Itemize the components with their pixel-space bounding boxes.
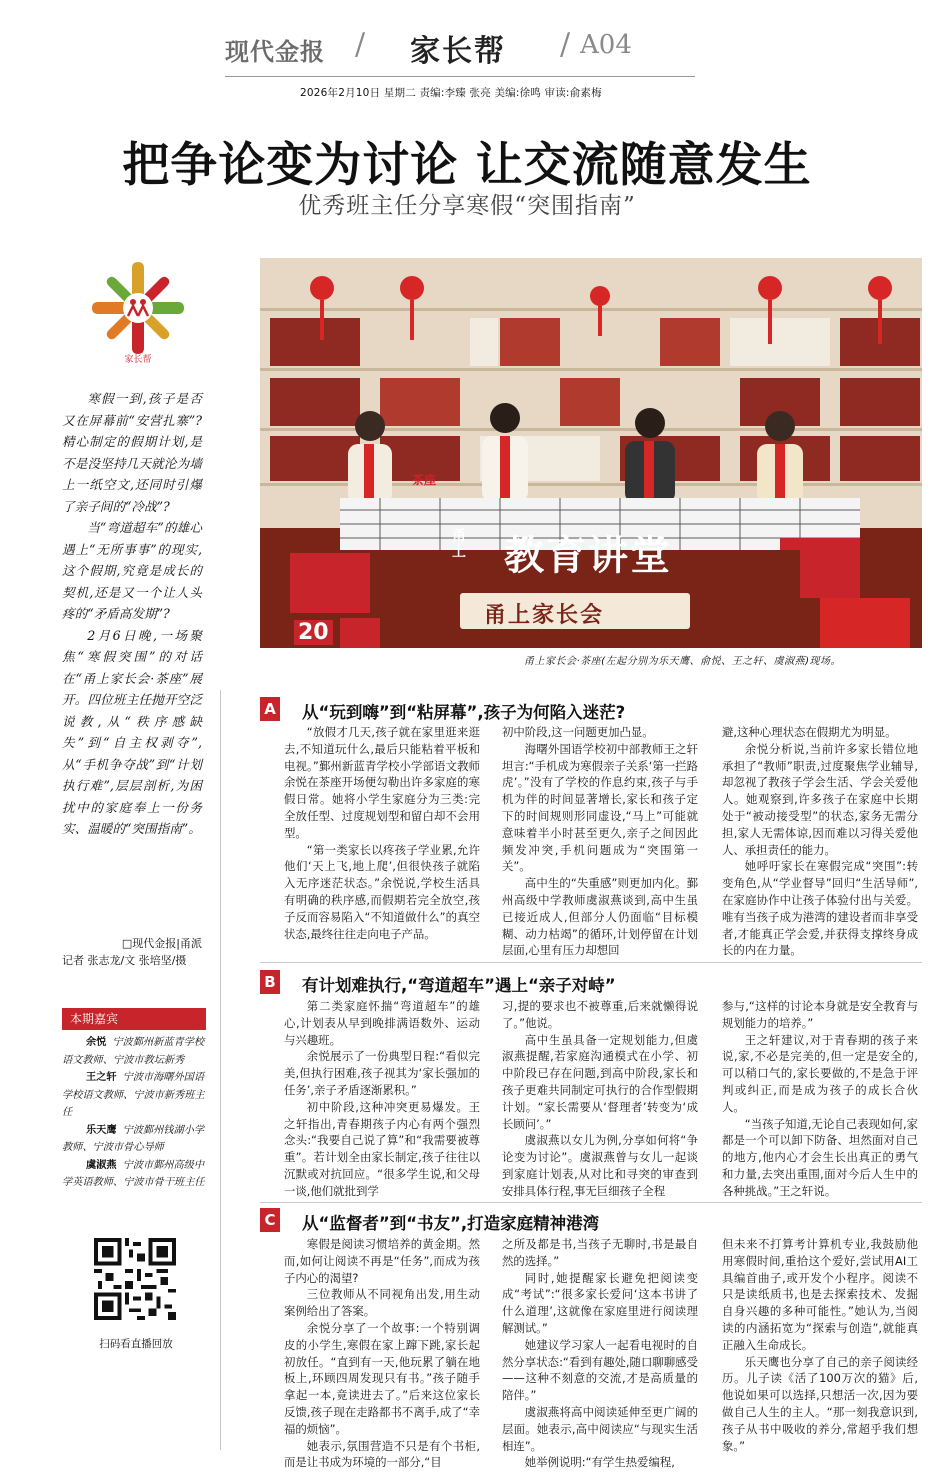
guest-desc: 宁波鄞州钱湖小学教师、宁波市骨心导师 (62, 1124, 205, 1153)
dateline: 2026年2月10日 星期二 责编:李臻 张亮 美编:徐鸣 审读:俞素梅 (300, 87, 602, 99)
section-rule (260, 1202, 922, 1203)
masthead-rule (225, 76, 695, 77)
paragraph: 她表示,氛围营造不只是有个书柜,而是让书成为环境的一部分,“目 (284, 1438, 480, 1470)
paragraph: 初中阶段,这种冲突更易爆发。王之轩指出,青春期孩子内心有两个强烈念头:“我要自己说了算”和“我需要被尊重”。若计划全由家长制定,孩子往往以沉默或对抗回应。“很多学生说,和父母一谈,他们就批到学 (284, 1099, 480, 1198)
banner-small-text: 甬上 (452, 528, 466, 560)
paragraph: 初中阶段,这一问题更加凸显。 (502, 725, 654, 739)
banner-title: 教育讲堂 (504, 532, 672, 579)
guest-desc: 宁波市海曙外国语学校语文教师、宁波市新秀班主任 (62, 1072, 205, 1118)
family-hands-logo-icon (86, 262, 190, 366)
paragraph: 余悦分析说,当前许多家长错位地承担了“教师”职责,过度聚焦学业辅导,却忽视了教孩子学会生活、学会关爱他人。她观察到,许多孩子在家庭中长期处于“被动接受型”的状态,家务无需分担,家人无需体谅,因而难以习得关爱他人、承担责任的能力。 (722, 741, 918, 857)
section-b-column-3 (722, 998, 918, 1198)
guest-desc: 宁波市鄞州高级中学英语教师、宁波市骨干班主任 (62, 1159, 205, 1188)
paragraph: 参与,“这样的讨论本身就是安全教育与规划能力的培养。” (722, 999, 918, 1030)
guest-item (62, 1069, 206, 1122)
headline: 把争论变为讨论 让交流随意发生 (122, 138, 812, 193)
paragraph: 寒假是阅读习惯培养的黄金期。然而,如何让阅读不再是“任务”,而成为孩子内心的渴望? (284, 1237, 480, 1285)
guests-title: 本期嘉宾 (62, 1008, 206, 1030)
section-a-column-2 (502, 724, 698, 956)
paragraph: 但未来不打算考计算机专业,我鼓励他用寒假时间,重拾这个爱好,尝试用AI工具编首曲子,或开发个小程序。阅读不只是读纸质书,也是去探索技术、发掘自身兴趣的多种可能性。”她认为,当阅读的内涵拓宽为“探索与创造”,就能真正融入生命成长。 (722, 1237, 918, 1352)
gift-box-number: 20 (294, 620, 333, 645)
section-letter: A (260, 697, 280, 721)
section-a-header (260, 697, 922, 721)
guest-name: 乐天鹰 (86, 1123, 117, 1136)
page-number: A04 (580, 30, 632, 60)
intro-paragraph: 当“弯道超车”的雄心遇上“无所事事”的现实,这个假期,究竟是成长的契机,还是又一个让人头疼的“矛盾高发期”? (62, 520, 202, 621)
paragraph: 余悦展示了一份典型日程:“看似完美,但执行困难,孩子视其为‘家长强加的任务’,亲子矛盾逐渐累积。” (284, 1049, 480, 1097)
paragraph: 虞淑燕将高中阅读延伸至更广阔的层面。她表示,高中阅读应“与现实生活相连”。 (502, 1404, 698, 1453)
guest-item (62, 1157, 206, 1192)
intro-text (62, 388, 202, 840)
paragraph: “放假才几天,孩子就在家里逛来逛去,不知道玩什么,最后只能粘着平板和电视。”鄞州新蓝青学校小学部语文教师余悦在茶座开场便勾勒出许多家庭的寒假日常。她将小学生家庭分为三类:完全放任型、过度规划型和留白却不会用型。 (284, 725, 480, 840)
guest-item (62, 1034, 206, 1069)
guests-list (62, 1030, 206, 1192)
section-rule (260, 962, 922, 963)
section-a-column-1 (284, 724, 480, 956)
section-title: 从“监督者”到“书友”,打造家庭精神港湾 (302, 1214, 600, 1233)
section-b-header (260, 970, 922, 994)
guest-item (62, 1122, 206, 1157)
paragraph: 余悦分享了一个故事:一个特别调皮的小学生,寒假在家上蹿下跳,家长起初放任。“直到有一天,他玩累了躺在地板上,环顾四周发现只有书。”孩子随手拿起一本,竟读进去了。”后来这位家长反馈,孩子现在走路都书不离手,成了“幸福的烦恼”。 (284, 1320, 480, 1436)
byline-source: □现代金报|甬派 (121, 937, 202, 950)
section-letter: B (260, 970, 280, 994)
paragraph: 乐天鹰也分享了自己的亲子阅读经历。儿子读《活了100万次的猫》后,他说如果可以选择,只想活一次,因为要做自己人生的主人。“那一刻我意识到,孩子从书中吸收的养分,常超乎我们想象。” (722, 1354, 918, 1453)
paragraph: 虞淑燕以女儿为例,分享如何将“争论变为讨论”。虞淑燕曾与女儿一起谈到家庭计划表,从对比和寻突的审查到安排具体行程,事无巨细孩子全程 (502, 1133, 698, 1198)
section-b-column-1 (284, 998, 480, 1198)
qr-code-icon[interactable] (94, 1238, 176, 1320)
paragraph: 高中生虽具备一定规划能力,但虞淑燕提醒,若家庭沟通模式在小学、初中阶段已存在问题,到高中阶段,家长和孩子更难共同制定可执行的合作型假期计划。“家长需要从‘督理者’转变为‘成长顾问’。” (502, 1032, 698, 1131)
byline-reporters: 记者 张志龙/文 张培坚/摄 (62, 954, 187, 967)
section-title: 有计划难执行,“弯道超车”遇上“亲子对峙” (302, 976, 616, 995)
column-name: 家长帮 (410, 34, 506, 69)
paragraph: 习,提的要求也不被尊重,后来就懒得说了。”他说。 (502, 999, 698, 1030)
event-photo (260, 258, 922, 648)
byline (62, 935, 202, 969)
section-c-column-1 (284, 1236, 480, 1470)
section-b-column-2 (502, 998, 698, 1198)
paragraph: 三位教师从不同视角出发,用生动案例给出了答案。 (284, 1287, 480, 1319)
paragraph: 她建议学习家人一起看电视时的自然分享状态:“看到有趣处,随口聊聊感受——这种不刻意的交流,才是高质量的陪伴。” (502, 1337, 698, 1403)
paragraph: 她呼吁家长在寒假完成“突围”:转变角色,从“学业督导”回归“生活导师”,在家庭协作中让孩子体验付出与关爱。唯有当孩子成为港湾的建设者而非享受者,才能真正学会爱,并获得支撑终身成长的内在力量。 (722, 859, 918, 958)
guest-desc: 宁波鄞州新蓝青学校语文教师、宁波市教坛新秀 (62, 1037, 205, 1066)
paragraph: 之所及都是书,当孩子无聊时,书是最自然的选择。” (502, 1237, 698, 1268)
section-a-column-3 (722, 724, 918, 956)
section-c-header (260, 1208, 922, 1232)
subheadline: 优秀班主任分享寒假“突围指南” (298, 193, 636, 219)
guests-box (62, 1008, 206, 1192)
newspaper-name: 现代金报 (225, 37, 325, 66)
paragraph: 高中生的“失重感”则更加内化。鄞州高级中学教师虞淑燕谈到,高中生虽已接近成人,但部分人仍面临“目标模糊、动力枯竭”的循环,计划停留在计划层面,心里有压力却想回 (502, 876, 698, 958)
photo-caption: 甬上家长会·茶座(左起分别为乐天鹰、俞悦、王之轩、虞淑燕)现场。 (524, 656, 841, 667)
paragraph: 避,这种心理状态在假期尤为明显。 (722, 725, 897, 739)
section-letter: C (260, 1208, 280, 1232)
section-c-column-2 (502, 1236, 698, 1470)
masthead (225, 26, 785, 70)
paragraph: 她举例说明:“有学生热爱编程, (524, 1455, 675, 1470)
intro-paragraph: 2月6日晚,一场聚焦“寒假突围”的对话在“甬上家长会·茶座”展开。四位班主任抛开空泛说教,从“秩序感缺失”到“自主权剥夺”,从“手机争夺战”到“计划执行难”,层层剖析,为困扰中的家庭奉上一份务实、温暖的“突围指南”。 (62, 627, 202, 836)
qr-caption: 扫码看直播回放 (99, 1338, 173, 1350)
guest-name: 虞淑燕 (86, 1158, 117, 1171)
guest-name: 王之轩 (86, 1071, 117, 1083)
logo-caption: 家长帮 (124, 355, 152, 365)
section-title: 从“玩到嗨”到“粘屏幕”,孩子为何陷入迷茫? (302, 703, 626, 722)
guest-name: 余悦 (86, 1036, 107, 1048)
banner-subtitle: 甬上家长会 (484, 603, 605, 628)
paragraph: 同时,她提醒家长避免把阅读变成“考试”:“很多家长爱问‘这本书讲了什么道理’,这就像在家庭里进行阅读理解测试。” (502, 1270, 698, 1335)
paragraph: 第二类家庭怀揣“弯道超车”的雄心,计划表从早到晚排满语数外、运动与兴趣班。 (284, 999, 480, 1047)
tea-sign: 茶座 (412, 473, 437, 487)
paragraph: 海曙外国语学校初中部教师王之轩坦言:“手机成为寒假亲子关系‘第一拦路虎’。”没有了学校的作息约束,孩子与手机为伴的时间显著增长,家长和孩子定下的时间规则形同虚设,“马上”可能就意味着半小时甚至更久,亲子之间因此频发冲突,手机问题成为“突围第一关”。 (502, 741, 698, 874)
paragraph: 王之轩建议,对于青春期的孩子来说,家,不必是完美的,但一定是安全的,可以稍口气的,家长要做的,不是急于评判或纠正,而是成为孩子的成长合伙人。 (722, 1032, 918, 1114)
paragraph: “当孩子知道,无论自己表现如何,家都是一个可以卸下防备、坦然面对自己的地方,他内心才会生长出真正的勇气和力量,去突出重围,面对今后人生中的各种挑战。”王之轩说。 (722, 1116, 918, 1198)
intro-paragraph: 寒假一到,孩子是否又在屏幕前“安营扎寨”?精心制定的假期计划,是不是没坚持几天就沦为墙上一纸空文,还同时引爆了亲子间的“冷战”? (62, 391, 202, 514)
masthead-divider: / (560, 27, 571, 62)
paragraph: “第一类家长以疼孩子学业累,允许他们‘天上飞,地上爬’,但很快孩子就陷入无序迷茫状态。”余悦说,学校生活具有明确的秩序感,而假期若完全放空,孩子反而容易陷入“不知道做什么”的真空状态,最终往往走向电子产品。 (284, 842, 480, 941)
masthead-divider: / (355, 27, 366, 62)
column-divider (220, 690, 221, 1450)
section-c-column-3 (722, 1236, 918, 1462)
